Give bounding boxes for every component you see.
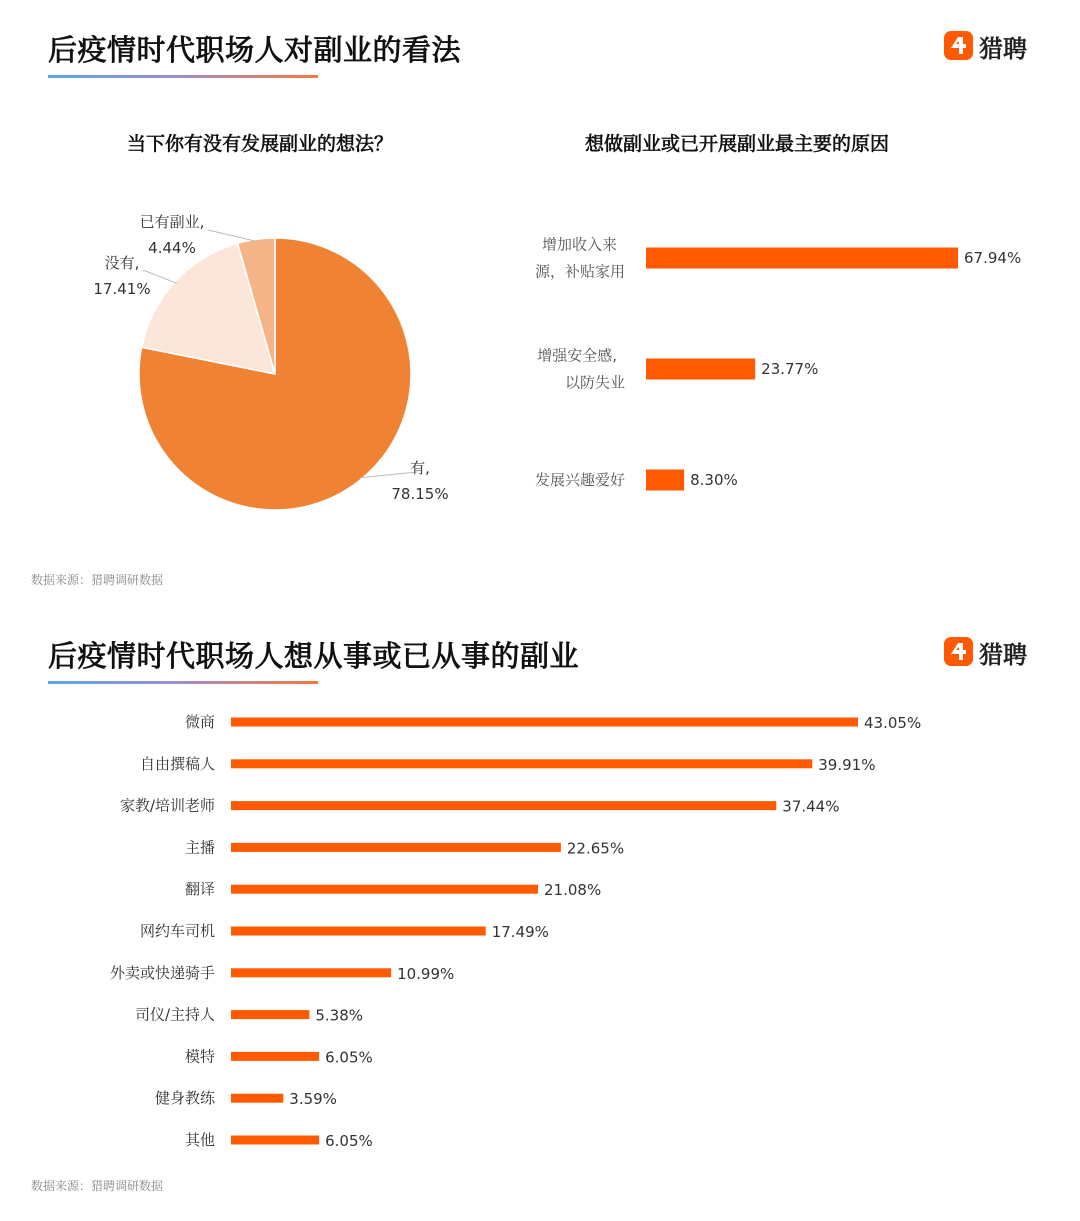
- job-category-label: 家教/培训老师: [119, 796, 215, 815]
- section2-data-source: 数据来源：猎聘调研数据: [31, 1179, 164, 1193]
- liepin-logo: [944, 30, 1036, 62]
- job-value-label: 17.49%: [491, 923, 549, 941]
- job-value-label: 10.99%: [397, 964, 455, 983]
- reason-category-label: 源，补贴家用: [534, 262, 625, 281]
- job-category-label: 健身教练: [154, 1089, 215, 1108]
- job-bar: [231, 1094, 283, 1103]
- job-bar: [231, 1052, 319, 1061]
- reason-category-label: 以防失业: [564, 373, 625, 392]
- job-value-label: 21.08%: [544, 881, 602, 900]
- job-category-label: 模特: [184, 1047, 215, 1066]
- job-bar: [231, 1010, 309, 1019]
- pie-value-no: 17.41%: [93, 280, 151, 298]
- job-bar: [231, 885, 538, 894]
- job-value-label: 22.65%: [566, 839, 625, 858]
- reason-bar: [646, 359, 755, 380]
- job-category-label: 外卖或快递骑手: [109, 963, 215, 982]
- pie-label-yes: 有,: [410, 459, 430, 477]
- logo-text: 猎聘: [979, 641, 1027, 669]
- job-bar: [231, 1136, 319, 1145]
- section1-title-underline: [48, 75, 318, 78]
- section1-title: 后疫情时代职场人对副业的看法: [48, 33, 462, 67]
- liepin-logo-icon: [944, 637, 973, 666]
- pie-label-no: 没有,: [104, 254, 140, 272]
- job-value-label: 39.91%: [818, 755, 876, 774]
- section2-title: 后疫情时代职场人想从事或已从事的副业: [48, 639, 580, 673]
- job-category-label: 主播: [184, 838, 215, 857]
- job-bar: [231, 718, 858, 727]
- job-value-label: 43.05%: [864, 714, 922, 732]
- pie-value-yes: 78.15%: [391, 485, 449, 503]
- liepin-logo: [944, 636, 1036, 668]
- reason-category-label: 增强安全感,: [537, 346, 617, 365]
- reason-value-label: 8.30%: [690, 471, 738, 489]
- section1-data-source: 数据来源：猎聘调研数据: [31, 573, 164, 587]
- pie-leader-already: [208, 230, 256, 241]
- job-category-label: 网约车司机: [139, 922, 215, 940]
- job-category-label: 微商: [184, 713, 215, 731]
- job-value-label: 6.05%: [325, 1048, 373, 1067]
- job-category-label: 自由撰稿人: [139, 754, 215, 773]
- reason-value-label: 67.94%: [964, 249, 1022, 267]
- pie-value-already: 4.44%: [148, 239, 196, 257]
- job-bar: [231, 843, 561, 852]
- job-bar: [231, 801, 776, 810]
- job-value-label: 5.38%: [315, 1006, 364, 1025]
- reason-bar: [646, 470, 684, 491]
- job-bar: [231, 759, 812, 768]
- job-category-label: 司仪/主持人: [134, 1005, 215, 1024]
- reason-bar: [646, 248, 958, 269]
- job-value-label: 6.05%: [325, 1132, 373, 1150]
- reasons-bar-chart: [520, 220, 1060, 510]
- reason-category-label: 增加收入来: [541, 235, 617, 254]
- liepin-logo-icon: [944, 31, 973, 60]
- reason-category-label: 发展兴趣爱好: [534, 471, 625, 489]
- side-jobs-bar-chart: [0, 700, 1000, 1160]
- job-bar: [231, 927, 486, 936]
- section2-title-underline: [48, 681, 318, 684]
- job-value-label: 37.44%: [782, 797, 840, 816]
- reason-value-label: 23.77%: [761, 360, 819, 378]
- job-value-label: 3.59%: [289, 1090, 337, 1109]
- job-category-label: 其他: [184, 1131, 215, 1149]
- pie-label-already: 已有副业,: [139, 213, 205, 231]
- logo-text: 猎聘: [979, 35, 1027, 63]
- reasons-chart-title: 想做副业或已开展副业最主要的原因: [584, 133, 889, 155]
- job-category-label: 翻译: [184, 880, 215, 899]
- pie-chart-title: 当下你有没有发展副业的想法？: [126, 133, 393, 155]
- job-bar: [231, 968, 391, 977]
- pie-chart: [0, 190, 520, 530]
